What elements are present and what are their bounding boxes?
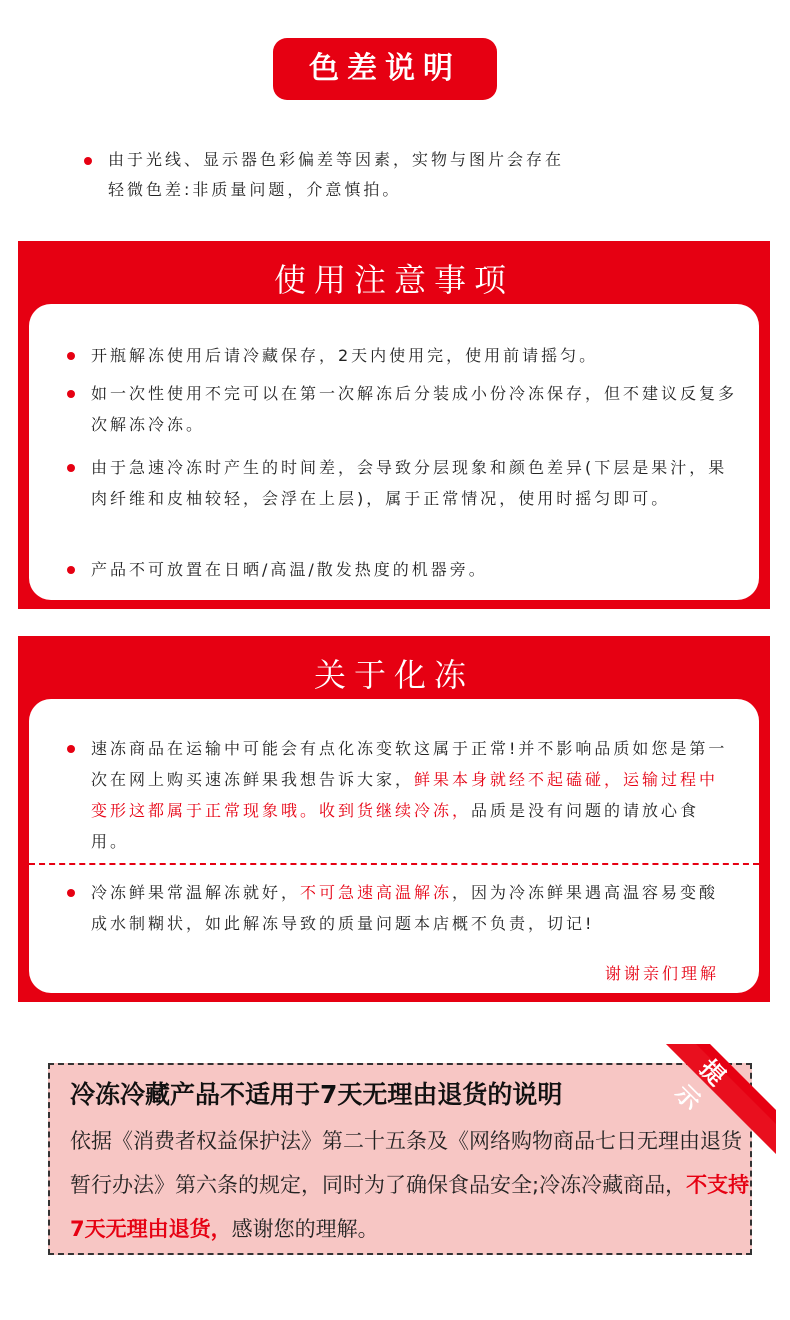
usage-note-item bbox=[91, 554, 737, 585]
notice-body-text: 依据《消费者权益保护法》第二十五条及《网络购物商品七日无理由退货暂行办法》第六条的规定，同时为了确保食品安全;冷冻冷藏商品， bbox=[70, 1129, 742, 1197]
thawing-highlight-text: 不可急速高温解冻 bbox=[300, 883, 453, 902]
usage-notes-title: 使用注意事项 bbox=[273, 261, 514, 299]
dashed-divider bbox=[29, 863, 759, 865]
bullet-dot-icon bbox=[67, 745, 75, 753]
usage-note-item bbox=[91, 378, 737, 440]
thawing-text: 冷冻鲜果常温解冻就好， bbox=[91, 883, 301, 902]
bullet-dot-icon bbox=[67, 464, 75, 472]
thawing-item bbox=[91, 877, 737, 939]
notice-body bbox=[70, 1119, 750, 1251]
color-difference-line-2: 轻微色差:非质量问题，介意慎拍。 bbox=[108, 180, 402, 199]
thawing-text: 速冻商品在运输中可能会有点化冻变软这属于正常!并不影响品质如您是第一次在网上购买速冻鲜果我想告诉大家， bbox=[91, 739, 728, 789]
return-policy-notice bbox=[48, 1063, 752, 1255]
thawing-title: 关于化冻 bbox=[313, 656, 474, 694]
notice-body-text: 感谢您的理解。 bbox=[231, 1217, 379, 1241]
thawing-highlight-text: 鲜果本身就经不起磕碰，运输过程中变形这都属于正常现象哦。收到货继续冷冻， bbox=[91, 770, 719, 820]
thawing-panel bbox=[18, 636, 770, 1002]
thawing-text: 品质是没有问题的请放心食用。 bbox=[91, 801, 700, 851]
bullet-dot-icon bbox=[67, 352, 75, 360]
color-difference-line-1: 由于光线、显示器色彩偏差等因素，实物与图片会存在 bbox=[108, 150, 565, 169]
usage-note-text: 由于急速冷冻时产生的时间差，会导致分层现象和颜色差异(下层是果汁，果肉纤维和皮柚较轻，会浮在上层)，属于正常情况，使用时摇匀即可。 bbox=[91, 458, 728, 508]
color-difference-text bbox=[108, 145, 708, 205]
tip-badge-label: 提示 bbox=[669, 1054, 735, 1121]
usage-note-text: 开瓶解冻使用后请冷藏保存，2天内使用完，使用前请摇匀。 bbox=[91, 346, 599, 365]
bullet-dot-icon bbox=[67, 390, 75, 398]
bullet-dot-icon bbox=[67, 566, 75, 574]
usage-note-text: 产品不可放置在日晒/高温/散发热度的机器旁。 bbox=[91, 560, 488, 579]
bullet-dot-icon bbox=[67, 889, 75, 897]
color-difference-title: 色差说明 bbox=[273, 38, 497, 100]
notice-title: 冷冻冷藏产品不适用于7天无理由退货的说明 bbox=[70, 1080, 563, 1109]
bullet-dot-icon bbox=[84, 157, 92, 165]
notice-highlight-text: 不支持7天无理由退货， bbox=[70, 1173, 750, 1241]
tip-badge bbox=[666, 1044, 776, 1154]
usage-note-item bbox=[91, 340, 737, 371]
thawing-item bbox=[91, 733, 737, 857]
thawing-card bbox=[29, 699, 759, 993]
usage-note-text: 如一次性使用不完可以在第一次解冻后分装成小份冷冻保存，但不建议反复多次解冻冷冻。 bbox=[91, 384, 738, 434]
thanks-text: 谢谢亲们理解 bbox=[604, 964, 719, 983]
usage-note-item bbox=[91, 452, 737, 514]
usage-notes-card bbox=[29, 304, 759, 600]
thawing-text: ，因为冷冻鲜果遇高温容易变酸成水制糊状，如此解冻导致的质量问题本店概不负责，切记! bbox=[91, 883, 719, 933]
usage-notes-panel bbox=[18, 241, 770, 609]
